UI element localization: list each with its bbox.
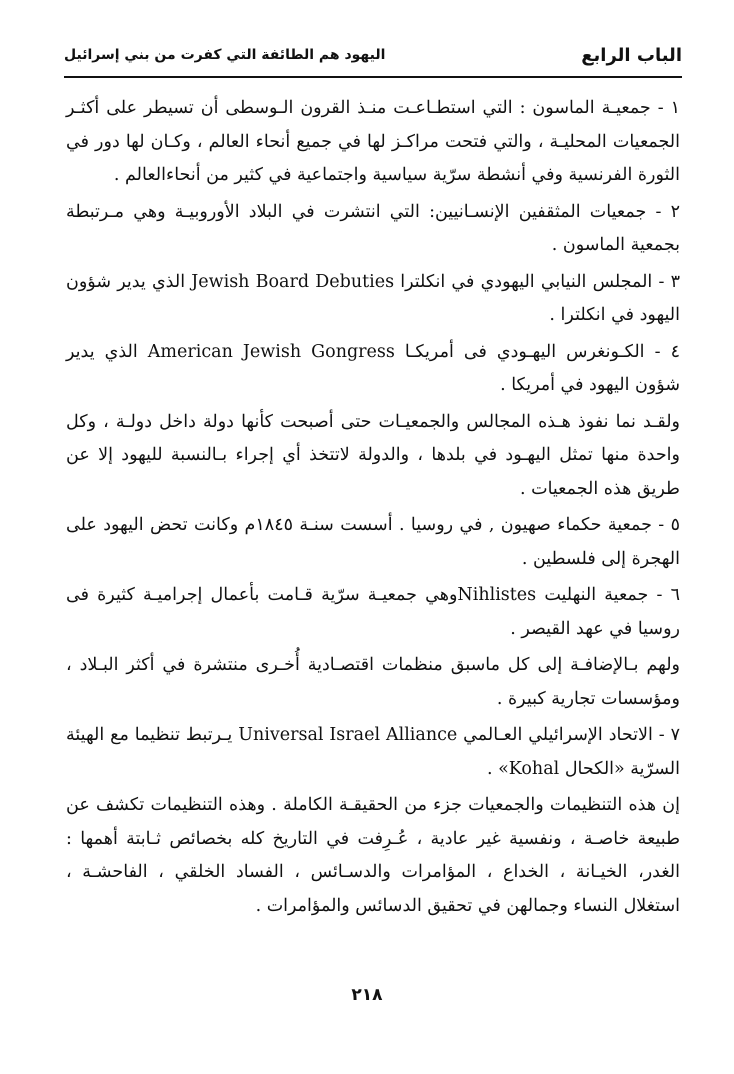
paragraph-4: ٤ - الكـونغرس اليهـودي فى أمريكـا American Jewish Gongress الذي يدير شؤون اليهود في أمريكا . bbox=[66, 341, 680, 395]
paragraph-2: ٢ - جمعيات المثقفين الإنسـانيين: التي انتشرت في البلاد الأوروبيـة وهي مـرتبطة بجمعية الماسون . bbox=[66, 201, 680, 255]
paragraph-7: ٦ - جمعية النهليت Nihlistesوهي جمعيـة سرّية قـامت بأعمال إجراميـة كثيرة فى روسيا في عهد القيصر . bbox=[66, 585, 680, 639]
chapter-title: الباب الرابع bbox=[581, 44, 682, 66]
paragraph-8: ولهم بـالإضافـة إلى كل ماسبق منظمات اقتصـادية أُخـرى منتشرة في أكثر البـلاد ، ومؤسسات تجارية كبيرة . bbox=[66, 655, 680, 709]
page-header bbox=[64, 38, 682, 72]
paragraph-1: ١ - جمعيـة الماسون : التي استطـاعـت منـذ القرون الـوسطى أن تسيطر على أكثـر الجمعيات المحليـة ، والتي فتحت مراكـز لها في جميع أنحاء العالم ، وكـان لها دور في الثورة الفرنسية وفي أنشطة سرّية سياسية واجتماعية في كثير من أنحاءالعالم . bbox=[66, 98, 680, 185]
paragraph-10: إن هذه التنظيمات والجمعيات جزء من الحقيقـة الكاملة . وهذه التنظيمات تكشف عن طبيعة خاصـة ، ونفسية غير عادية ، عُـرِفت في التاريخ كله بخصائص ثـابتة أهمها : الغدر، الخيـانة ، الخداع ، المؤامرات والدسـائس ، الفساد الخلقي ، الفاحشـة ، استغلال النساء وجمالهن في تحقيق الدسائس والمؤامرات . bbox=[66, 795, 680, 916]
header-rule bbox=[64, 76, 682, 78]
paragraph-3: ٣ - المجلس النيابي اليهودي في انكلترا Jewish Board Debuties الذي يدير شؤون اليهود في انكلترا . bbox=[66, 271, 680, 325]
page-body bbox=[66, 92, 680, 952]
paragraph-5: ولقـد نما نفوذ هـذه المجالس والجمعيـات حتى أصبحت كأنها دولة داخل دولـة ، وكل واحدة منها تمثل اليهـود في بلدها ، والدولة لاتتخذ أي إجراء بـالنسبة لليهود إلا عن طريق هذه الجمعيات . bbox=[66, 411, 680, 499]
paragraph-6: ٥ - جمعية حكماء صهيون , في روسيا . أسست سنـة ١٨٤٥م وكانت تحض اليهود على الهجرة إلى فلسطين . bbox=[66, 515, 680, 569]
page-number: ٢١٨ bbox=[351, 985, 383, 1005]
running-title: اليهود هم الطائفة التي كفرت من بني إسرائيل bbox=[64, 47, 386, 63]
paragraph-9: ٧ - الاتحاد الإسرائيلي العـالمي Universal Israel Alliance يـرتبط تنظيما مع الهيئة السرّية «الكحال Kohal» . bbox=[66, 725, 680, 779]
